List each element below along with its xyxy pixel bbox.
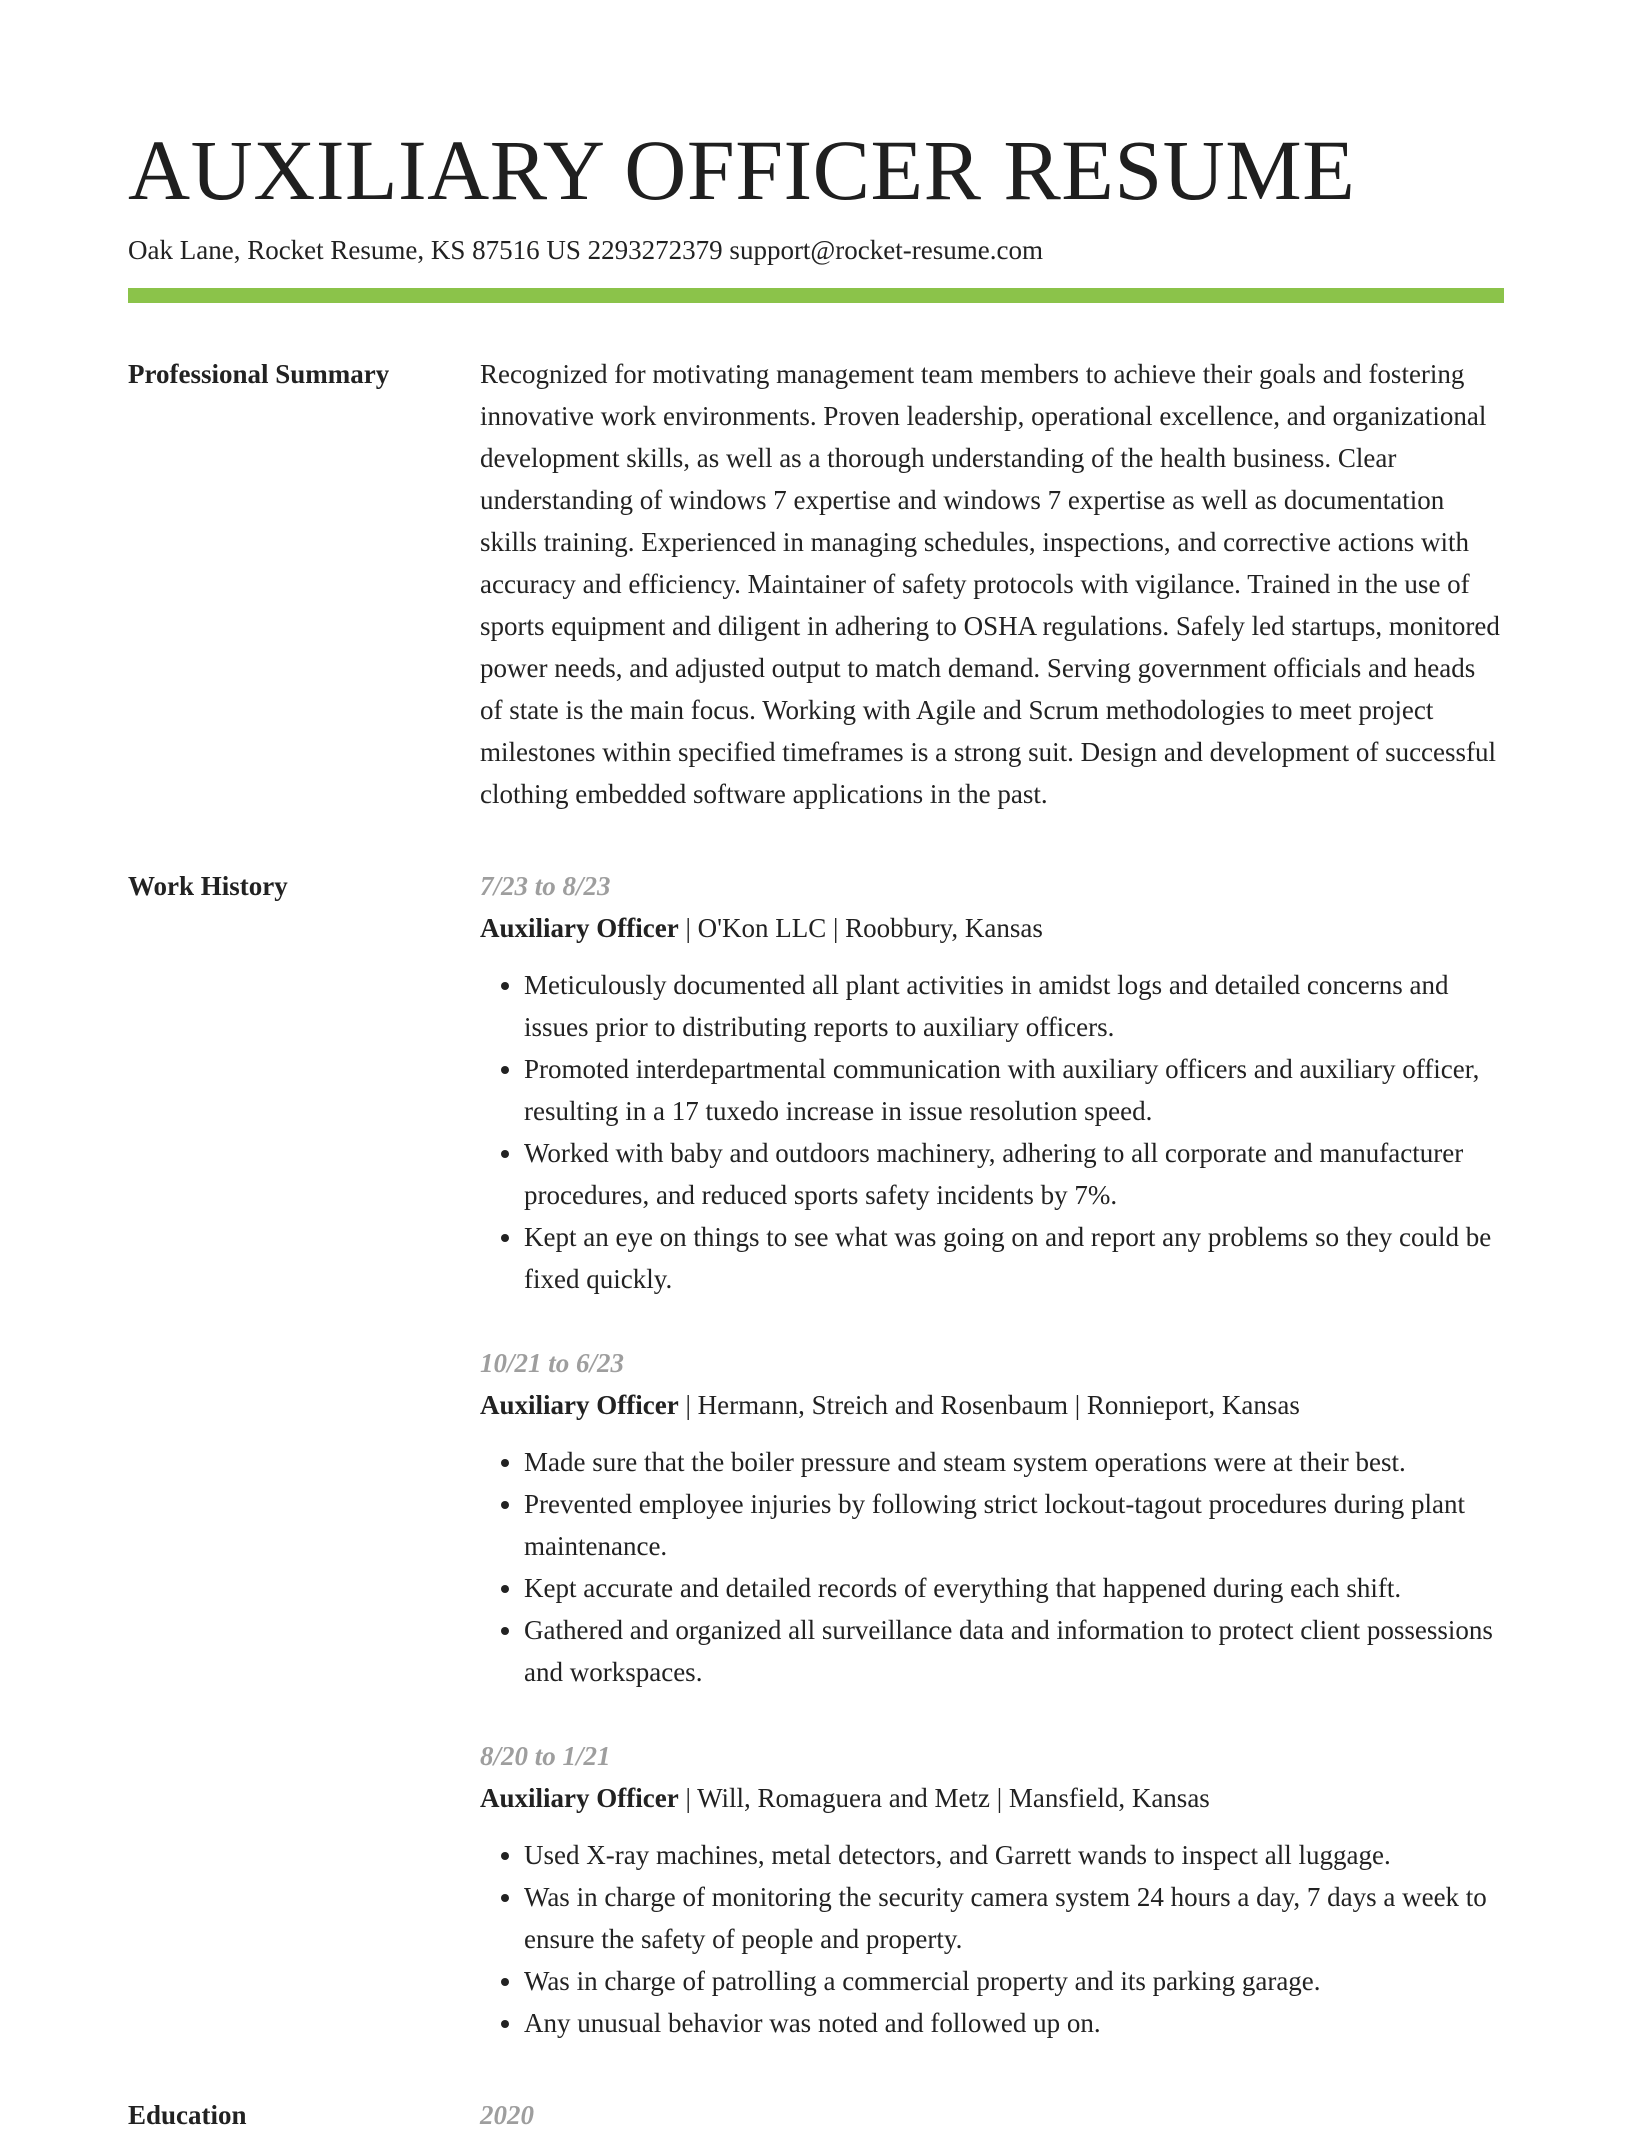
job-bullet: • Gathered and organized all surveillance data and information to protect client possessions and workspaces. bbox=[524, 1609, 1504, 1693]
resume-page bbox=[128, 120, 1504, 2136]
job-bullet: • Meticulously documented all plant activities in amidst logs and detailed concerns and issues prior to distributing reports to auxiliary officers. bbox=[524, 964, 1504, 1048]
job-entry bbox=[480, 1735, 1504, 2044]
jobs-list bbox=[480, 865, 1504, 2044]
job-details: | Hermann, Streich and Rosenbaum | Ronnieport, Kansas bbox=[678, 1390, 1300, 1420]
job-dates: 10/21 to 6/23 bbox=[480, 1348, 625, 1378]
job-details: | Will, Romaguera and Metz | Mansfield, Kansas bbox=[678, 1783, 1210, 1813]
job-bullet: • Promoted interdepartmental communication with auxiliary officers and auxiliary officer, resulting in a 17 tuxedo increase in issue resolution speed. bbox=[524, 1048, 1504, 1132]
job-bullets bbox=[480, 1441, 1504, 1693]
job-heading bbox=[480, 907, 1504, 949]
education-date: 2020 bbox=[480, 2100, 534, 2130]
job-details: | O'Kon LLC | Roobbury, Kansas bbox=[678, 913, 1043, 943]
section-label-education: Education bbox=[128, 2100, 247, 2130]
professional-summary-section bbox=[128, 353, 1504, 815]
job-bullet: • Worked with baby and outdoors machinery, adhering to all corporate and manufacturer procedures, and reduced sports safety incidents by 7%. bbox=[524, 1132, 1504, 1216]
work-history-section bbox=[128, 865, 1504, 2044]
job-bullet: • Was in charge of patrolling a commercial property and its parking garage. bbox=[524, 1960, 1504, 2002]
section-label-summary: Professional Summary bbox=[128, 359, 390, 389]
job-heading bbox=[480, 1384, 1504, 1426]
summary-text: Recognized for motivating management team members to achieve their goals and fostering innovative work environments. Proven leadership, operational excellence, and organizational development skills, as well as a thorough understanding of the health business. Clear understanding of windows 7 expertise and windows 7 expertise as well as documentation skills training. Experienced in managing schedules, inspections, and corrective actions with accuracy and efficiency. Maintainer of safety protocols with vigilance. Trained in the use of sports equipment and diligent in adhering to OSHA regulations. Safely led startups, monitored power needs, and adjusted output to match demand. Serving government officials and heads of state is the main focus. Working with Agile and Scrum methodologies to meet project milestones within specified timeframes is a strong suit. Design and development of successful clothing embedded software applications in the past. bbox=[480, 359, 1500, 809]
section-label-work: Work History bbox=[128, 871, 288, 901]
education-section bbox=[128, 2094, 1504, 2136]
job-bullets bbox=[480, 964, 1504, 1300]
job-bullets bbox=[480, 1834, 1504, 2044]
job-bullet: • Prevented employee injuries by following strict lockout-tagout procedures during plant maintenance. bbox=[524, 1483, 1504, 1567]
job-heading bbox=[480, 1777, 1504, 1819]
job-dates: 7/23 to 8/23 bbox=[480, 871, 611, 901]
job-bullet: • Kept an eye on things to see what was going on and report any problems so they could be fixed quickly. bbox=[524, 1216, 1504, 1300]
job-title: Auxiliary Officer bbox=[480, 1390, 679, 1420]
job-title: Auxiliary Officer bbox=[480, 1783, 679, 1813]
job-title: Auxiliary Officer bbox=[480, 913, 679, 943]
job-bullet: • Any unusual behavior was noted and followed up on. bbox=[524, 2002, 1504, 2044]
job-entry bbox=[480, 1342, 1504, 1693]
job-entry bbox=[480, 865, 1504, 1300]
contact-line: Oak Lane, Rocket Resume, KS 87516 US 2293272379 support@rocket-resume.com bbox=[128, 235, 1043, 265]
job-bullet: • Made sure that the boiler pressure and steam system operations were at their best. bbox=[524, 1441, 1504, 1483]
resume-title: AUXILIARY OFFICER RESUME bbox=[128, 122, 1356, 218]
job-dates: 8/20 to 1/21 bbox=[480, 1741, 611, 1771]
job-bullet: • Was in charge of monitoring the security camera system 24 hours a day, 7 days a week to ensure the safety of people and property. bbox=[524, 1876, 1504, 1960]
job-bullet: • Kept accurate and detailed records of everything that happened during each shift. bbox=[524, 1567, 1504, 1609]
header-divider bbox=[128, 288, 1504, 303]
job-bullet: • Used X-ray machines, metal detectors, and Garrett wands to inspect all luggage. bbox=[524, 1834, 1504, 1876]
